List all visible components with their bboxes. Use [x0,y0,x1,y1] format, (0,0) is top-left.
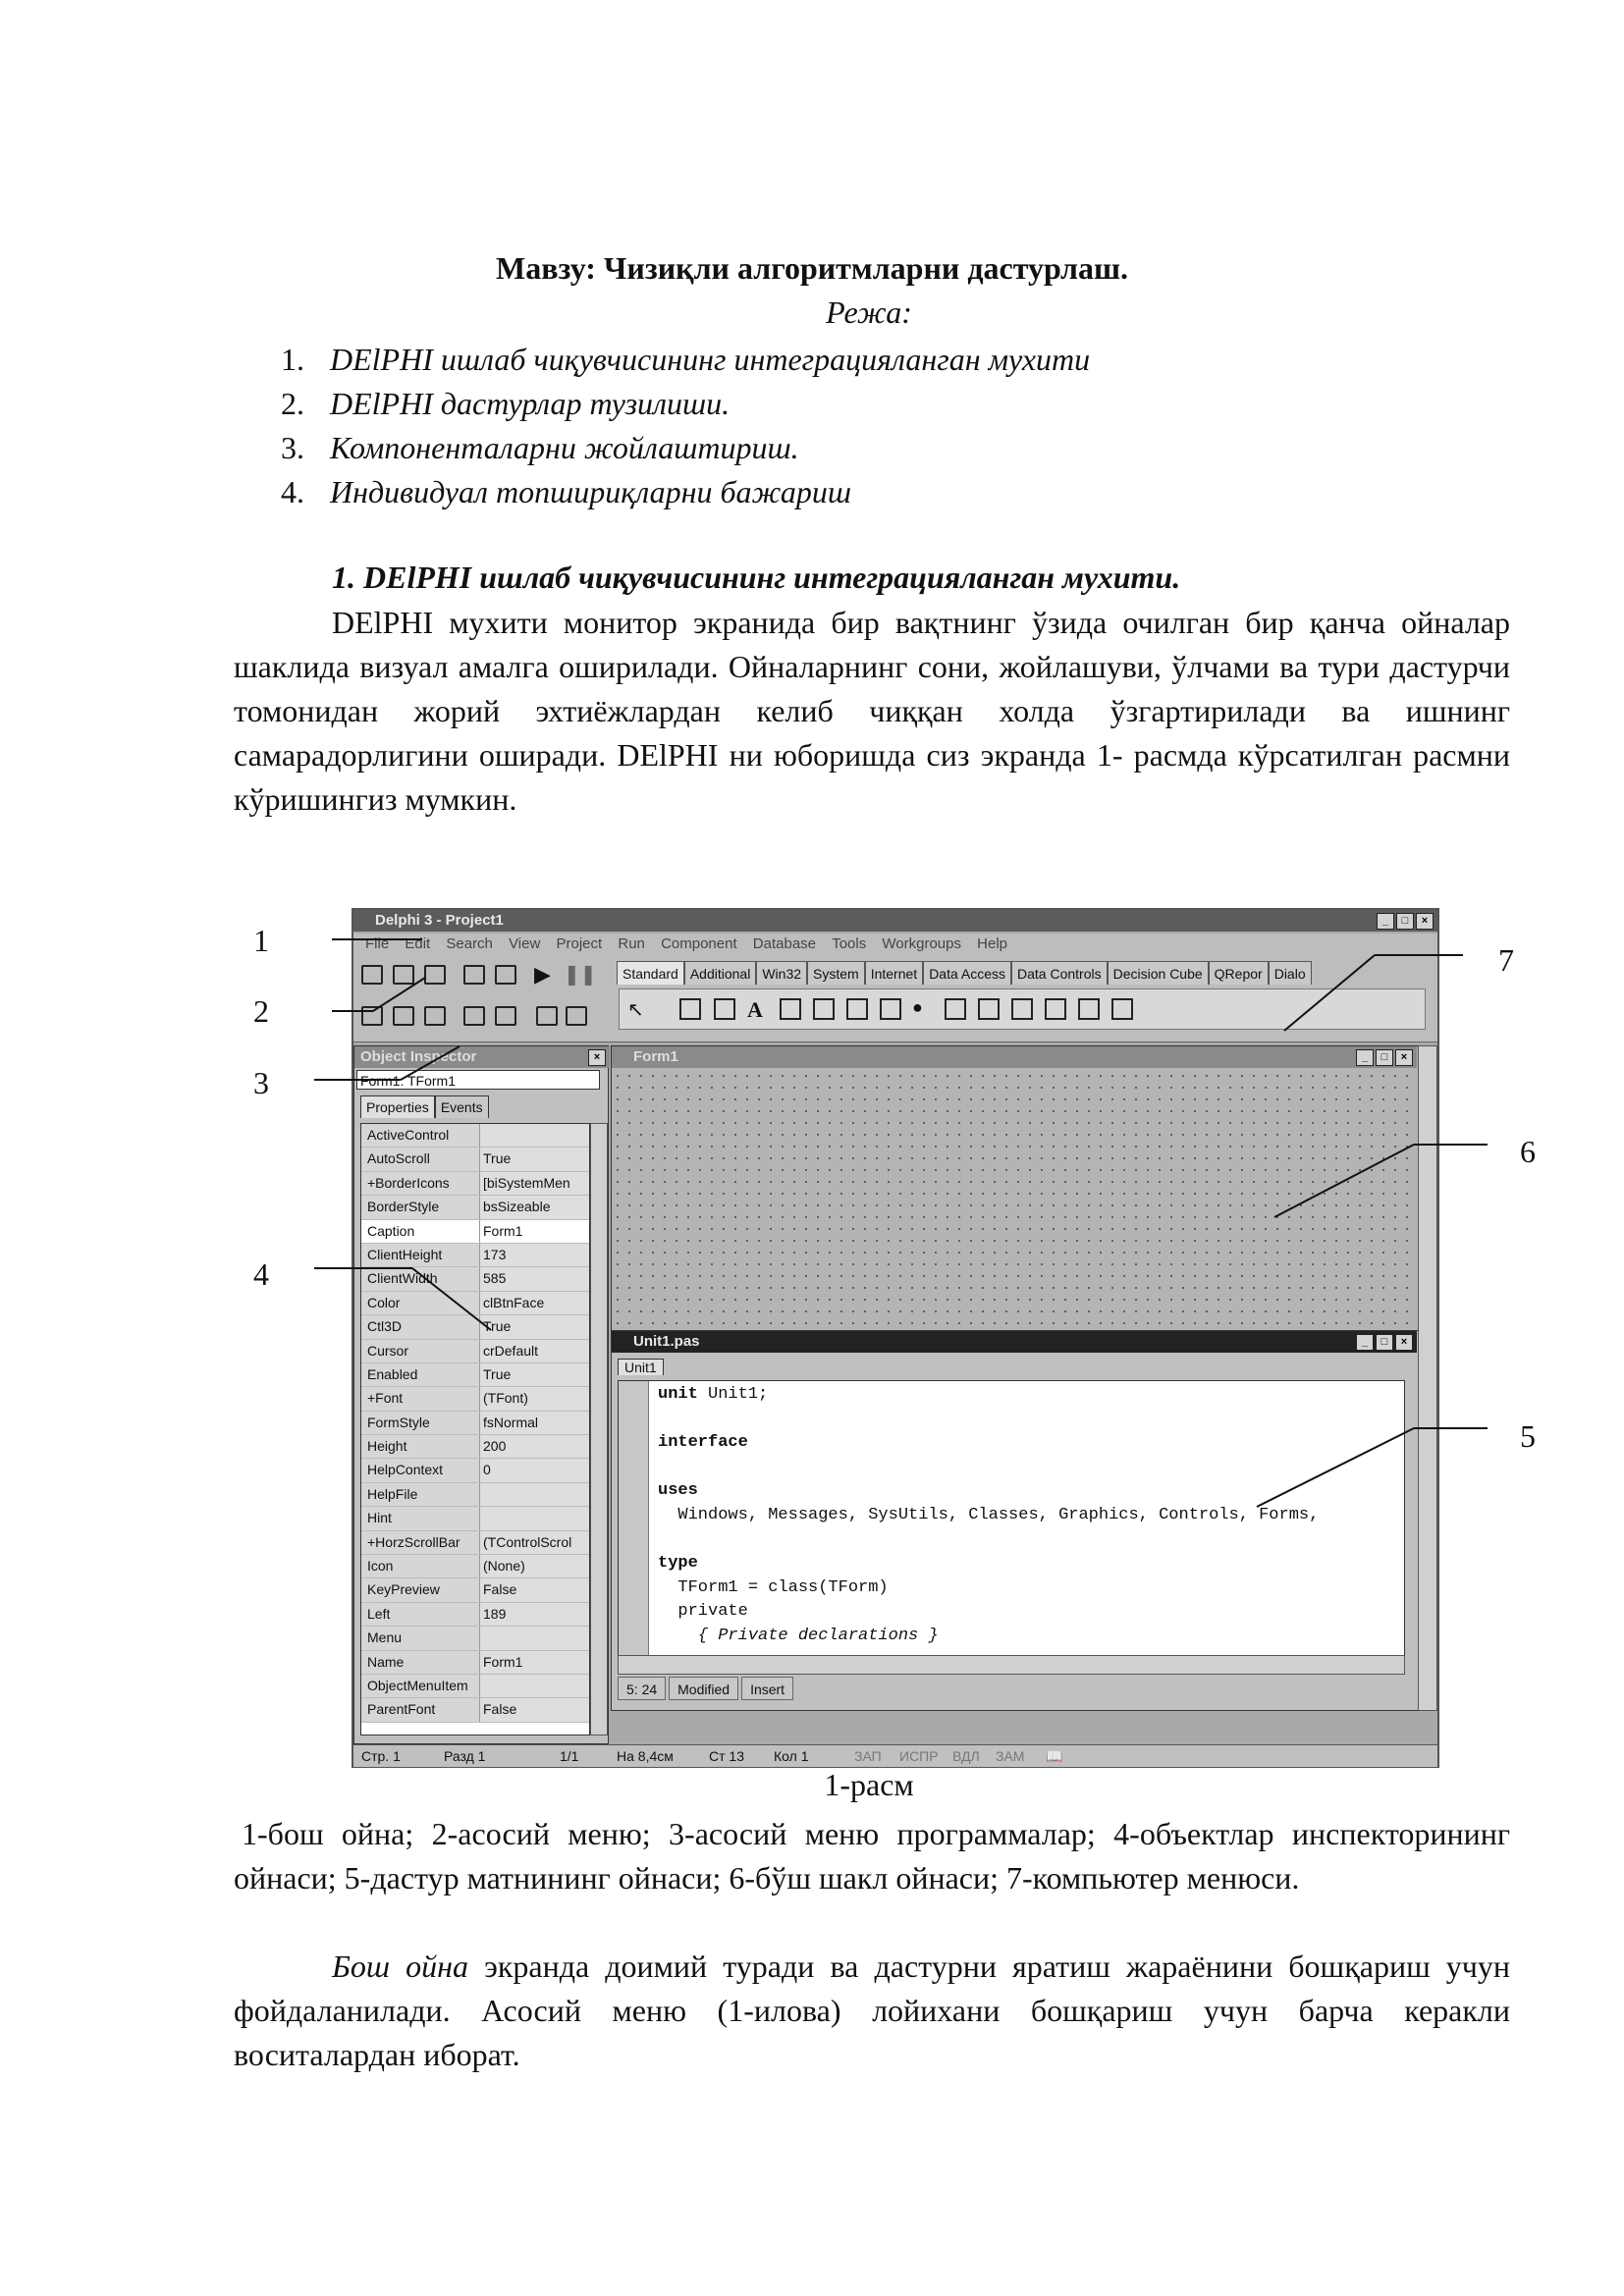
menu-item-help[interactable]: Help [977,935,1008,952]
property-row[interactable] [361,1675,589,1698]
toolbar-area [353,955,1437,1042]
pointer-icon[interactable]: ↖ [627,999,644,1021]
status-trk: ИСПР [899,1748,939,1764]
property-value[interactable]: 585 [480,1267,589,1290]
edit-component-icon[interactable] [779,997,800,1019]
code-line [658,1552,1319,1576]
code-line [658,1431,1319,1456]
tab-data-controls[interactable]: Data Controls [1011,961,1108,985]
property-row[interactable] [361,1148,589,1171]
plan-item [281,338,1090,382]
code-editor-window [611,1330,1420,1711]
property-name: Hint [361,1507,480,1529]
code-keyword: unit [658,1385,698,1404]
property-row[interactable] [361,1435,589,1459]
caption-paragraph [234,1812,1510,1900]
plan-item-text: DElPHI ишлаб чиқувчисининг интеграцияланган мухити [330,342,1091,377]
status-line: Ст 13 [709,1748,744,1764]
step-over-icon[interactable] [564,1004,587,1028]
object-inspector-titlebar [354,1046,610,1068]
remove-file-icon[interactable] [391,1004,414,1028]
editor-tabs [618,1357,664,1378]
inspector-scrollbar[interactable] [590,1123,608,1735]
main-window-titlebar [353,910,1437,932]
section-heading: 1. DElPHI ишлаб чиқувчисининг интеграцияланган мухити. [332,560,1181,595]
status-page-count: 1/1 [560,1748,579,1764]
property-value[interactable]: False [480,1698,589,1721]
tab-unit1[interactable]: Unit1 [618,1359,664,1375]
property-row[interactable] [361,1387,589,1411]
pause-icon[interactable]: ❚❚ [564,964,597,986]
plan-item [281,382,1090,426]
trace-into-icon[interactable] [534,1004,558,1028]
memo-component-icon[interactable] [812,997,834,1019]
editor-statusbar [618,1677,1403,1700]
property-value[interactable] [480,1124,589,1147]
close-icon[interactable]: × [1416,913,1434,930]
code-text-segment: TForm1 = class(TForm) [658,1577,889,1597]
property-name: ObjectMenuItem [361,1675,480,1697]
property-row[interactable] [361,1244,589,1267]
property-value[interactable]: (TControlScrol [480,1531,589,1554]
property-grid [360,1123,590,1735]
property-name: Name [361,1651,480,1674]
menu-item-view[interactable]: View [509,935,541,952]
intro-paragraph [234,601,1510,822]
menu-item-project[interactable]: Project [556,935,603,952]
property-name: Height [361,1435,480,1458]
code-line [658,1383,1319,1408]
code-line [658,1456,1319,1480]
property-row[interactable] [361,1627,589,1650]
button-component-icon[interactable] [845,997,867,1019]
property-value[interactable]: fsNormal [480,1412,589,1434]
property-value[interactable] [480,1483,589,1506]
property-name: +Font [361,1387,480,1410]
code-text-segment: Windows, Messages, SysUtils, Classes, Graphics, Controls, Forms, [658,1505,1320,1524]
property-row[interactable] [361,1292,589,1315]
property-name: Color [361,1292,480,1314]
maximize-icon[interactable]: □ [1396,913,1414,930]
property-row[interactable] [361,1698,589,1722]
property-name: Icon [361,1555,480,1577]
status-ext: ВДЛ [952,1748,980,1764]
main-window-title: Delphi 3 - Project1 [375,912,504,929]
listbox-component-icon[interactable] [944,997,965,1019]
code-editor-titlebar [612,1331,1417,1353]
property-value[interactable]: True [480,1315,589,1338]
window-buttons [1356,1334,1413,1351]
code-line [658,1625,1319,1649]
property-value[interactable]: clBtnFace [480,1292,589,1314]
property-value[interactable]: 189 [480,1603,589,1626]
new-file-icon[interactable] [422,963,446,987]
property-row[interactable] [361,1555,589,1578]
property-row[interactable] [361,1363,589,1387]
main-menu-bar [353,934,1437,955]
property-name: Ctl3D [361,1315,480,1338]
tab-decision-cube[interactable]: Decision Cube [1108,961,1209,985]
form1-title: Form1 [633,1048,678,1065]
insert-mode-indicator: Insert [741,1677,793,1700]
close-icon[interactable]: × [1395,1049,1413,1066]
code-line [658,1504,1319,1528]
plan-item-text: Индивидуал топшириқларни бажариш [330,474,852,509]
status-page: Стр. 1 [361,1748,401,1764]
tab-standard[interactable]: Standard [617,961,684,985]
property-row[interactable] [361,1340,589,1363]
callout-label-7: 7 [1498,942,1514,978]
property-name: HelpContext [361,1459,480,1481]
figure-caption: 1-расм [824,1767,914,1802]
status-ovr: ЗАМ [996,1748,1025,1764]
object-inspector [353,1045,609,1744]
property-name: Caption [361,1220,480,1243]
plan-item [281,426,1090,470]
groupbox-component-icon[interactable] [1044,997,1065,1019]
menu-item-run[interactable]: Run [618,935,645,952]
callout-label-1: 1 [253,923,269,958]
menu-item-tools[interactable]: Tools [832,935,867,952]
code-text[interactable] [658,1383,1319,1649]
status-section: Разд 1 [444,1748,486,1764]
property-row[interactable] [361,1196,589,1219]
minimize-icon[interactable]: _ [1377,913,1394,930]
property-row[interactable] [361,1220,589,1244]
property-name: Menu [361,1627,480,1649]
callout-label-2: 2 [253,993,269,1029]
property-value[interactable]: (None) [480,1555,589,1577]
form-list-icon[interactable] [493,963,516,987]
unit-list-icon[interactable] [461,963,485,987]
radiogroup-component-icon[interactable] [1077,997,1099,1019]
add-file-icon[interactable] [359,1004,383,1028]
property-row[interactable] [361,1651,589,1675]
plan-item [281,470,1090,514]
book-icon: 📖 [1046,1748,1063,1764]
code-line [658,1576,1319,1601]
inspector-tabs [360,1095,489,1118]
property-name: +BorderIcons [361,1172,480,1195]
final-paragraph [234,1945,1510,2077]
tab-qreport[interactable]: QRepor [1209,961,1269,985]
plan-list [281,338,1090,514]
window-buttons [1377,913,1434,930]
callout-label-6: 6 [1520,1134,1536,1169]
form1-titlebar [612,1046,1417,1068]
desktop-scrollbar[interactable] [1418,1045,1437,1711]
menu-item-workgroups[interactable]: Workgroups [882,935,961,952]
tab-events[interactable]: Events [435,1095,489,1118]
property-row[interactable] [361,1315,589,1339]
cursor-position: 5: 24 [618,1677,666,1700]
close-icon[interactable]: × [588,1049,606,1066]
code-line [658,1408,1319,1432]
property-value[interactable]: 0 [480,1459,589,1481]
property-name: Cursor [361,1340,480,1362]
property-row[interactable] [361,1459,589,1482]
property-name: Enabled [361,1363,480,1386]
code-line [658,1528,1319,1553]
property-value[interactable]: 173 [480,1244,589,1266]
callout-label-5: 5 [1520,1418,1536,1454]
property-name: ActiveControl [361,1124,480,1147]
scrollbar-component-icon[interactable] [1010,997,1032,1019]
property-row[interactable] [361,1172,589,1196]
property-name: FormStyle [361,1412,480,1434]
tab-additional[interactable]: Additional [684,961,757,985]
menu-item-search[interactable]: Search [446,935,493,952]
form1-designer[interactable] [611,1045,1420,1332]
popupmenu-component-icon[interactable] [713,997,734,1019]
minimize-icon[interactable]: _ [1356,1334,1374,1351]
save-icon[interactable] [391,963,414,987]
code-text-segment: Unit1; [697,1385,769,1404]
label-component-icon[interactable]: A [747,997,763,1022]
property-name: AutoScroll [361,1148,480,1170]
radiobutton-component-icon[interactable]: ● [912,997,923,1017]
property-value[interactable]: Form1 [480,1651,589,1674]
component-palette-tabs [617,961,1312,985]
property-row[interactable] [361,1507,589,1530]
tab-internet[interactable]: Internet [865,961,923,985]
property-row[interactable] [361,1412,589,1435]
form-icon[interactable] [493,1004,516,1028]
window-buttons [588,1049,606,1066]
property-name: ClientHeight [361,1244,480,1266]
code-keyword: uses [658,1481,698,1501]
minimize-icon[interactable]: _ [1356,1049,1374,1066]
property-value[interactable]: 200 [480,1435,589,1458]
property-value[interactable]: True [480,1148,589,1170]
menu-item-file[interactable]: File [365,935,390,952]
modified-indicator: Modified [669,1677,738,1700]
menu-item-component[interactable]: Component [661,935,737,952]
code-editor[interactable] [618,1380,1405,1657]
code-line [658,1479,1319,1504]
tab-system[interactable]: System [807,961,865,985]
open-icon[interactable] [359,963,383,987]
checkbox-component-icon[interactable] [879,997,900,1019]
property-row[interactable] [361,1603,589,1627]
plan-item-text: Компоненталарни жойлаштириш. [330,430,799,465]
code-keyword: type [658,1554,698,1574]
delphi-ide-figure [352,908,1439,1768]
close-icon[interactable]: × [1395,1334,1413,1351]
property-row[interactable] [361,1531,589,1555]
callout-label-4: 4 [253,1256,269,1292]
property-name: +HorzScrollBar [361,1531,480,1554]
intro-paragraph-text: DElPHI мухити монитор экранида бир вақтнинг ўзида очилган бир қанча ойналар шаклида визуал амалга оширилади. Ойналарнинг сони, жойлашуви, ўлчами ва тури дастурчи томонидан жорий эхтиёжлардан келиб чиққан холда ўзгартирилади ва ишнинг самарадорлигини оширади. DElPHI ни юборишда сиз экранда 1- расмда кўрсатилган расмни кўришингиз мумкин. [234,605,1510,817]
plan-item-number: 1. [281,342,304,377]
status-column: Кол 1 [774,1748,809,1764]
menu-item-database[interactable]: Database [752,935,817,952]
property-value[interactable]: [biSystemMen [480,1172,589,1195]
property-name: HelpFile [361,1483,480,1506]
property-value[interactable]: False [480,1578,589,1601]
toggle-form-icon[interactable] [422,1004,446,1028]
new-form-icon[interactable] [461,1004,485,1028]
plan-item-number: 2. [281,386,304,421]
mainmenu-component-icon[interactable] [678,997,700,1019]
code-text-segment: private [658,1602,748,1622]
plan-heading: Режа: [826,294,912,330]
editor-gutter [619,1381,649,1656]
property-row[interactable] [361,1267,589,1291]
code-editor-title: Unit1.pas [633,1333,700,1350]
tab-data-access[interactable]: Data Access [923,961,1011,985]
final-paragraph-text: экранда доимий туради ва дастурни яратиш жараёнини бошқариш учун фойдаланилади. Асосий меню (1-илова) лойихани бошқариш учун барча керакли воситалардан иборат. [234,1949,1511,2072]
status-rec: ЗАП [854,1748,882,1764]
code-keyword: interface [658,1433,748,1453]
property-value[interactable] [480,1627,589,1649]
property-value[interactable]: Form1 [480,1220,589,1243]
window-buttons [1356,1049,1413,1066]
run-icon[interactable]: ▶ [534,962,551,987]
menu-item-edit[interactable]: Edit [405,935,431,952]
callout-label-3: 3 [253,1065,269,1100]
tab-dialogs[interactable]: Dialo [1269,961,1312,985]
property-value[interactable]: crDefault [480,1340,589,1362]
property-value[interactable] [480,1675,589,1697]
caption-paragraph-text: 1-бош ойна; 2-асосий меню; 3-асосий меню программалар; 4-объектлар инспекторининг ойнаси; 5-дастур матнининг ойнаси; 6-бўш шакл ойнаси; 7-компьютер менюси. [234,1816,1510,1896]
property-value[interactable]: bsSizeable [480,1196,589,1218]
plan-item-number: 3. [281,430,304,465]
word-statusbar [353,1744,1437,1767]
maximize-icon[interactable]: □ [1376,1334,1393,1351]
property-value[interactable]: (TFont) [480,1387,589,1410]
property-row[interactable] [361,1483,589,1507]
property-row[interactable] [361,1124,589,1148]
property-value[interactable] [480,1507,589,1529]
component-palette [619,988,1426,1030]
property-name: Left [361,1603,480,1626]
combobox-component-icon[interactable] [977,997,999,1019]
property-name: ClientWidth [361,1267,480,1290]
property-name: ParentFont [361,1698,480,1721]
status-position: На 8,4см [617,1748,674,1764]
editor-hscrollbar[interactable] [618,1655,1405,1675]
tab-win32[interactable]: Win32 [756,961,807,985]
object-inspector-title: Object Inspector [360,1048,477,1065]
object-selector-combo[interactable]: Form1: TForm1 [356,1070,600,1090]
panel-component-icon[interactable] [1110,997,1132,1019]
tab-properties[interactable]: Properties [360,1095,435,1118]
plan-item-number: 4. [281,474,304,509]
property-value[interactable]: True [480,1363,589,1386]
code-line [658,1600,1319,1625]
property-name: KeyPreview [361,1578,480,1601]
maximize-icon[interactable]: □ [1376,1049,1393,1066]
final-paragraph-italic: Бош ойна [332,1949,468,1984]
property-name: BorderStyle [361,1196,480,1218]
plan-item-text: DElPHI дастурлар тузилиши. [330,386,731,421]
property-row[interactable] [361,1578,589,1602]
page-title: Мавзу: Чизиқли алгоритмларни дастурлаш. [496,250,1128,286]
code-text-segment: { Private declarations } [658,1626,939,1645]
